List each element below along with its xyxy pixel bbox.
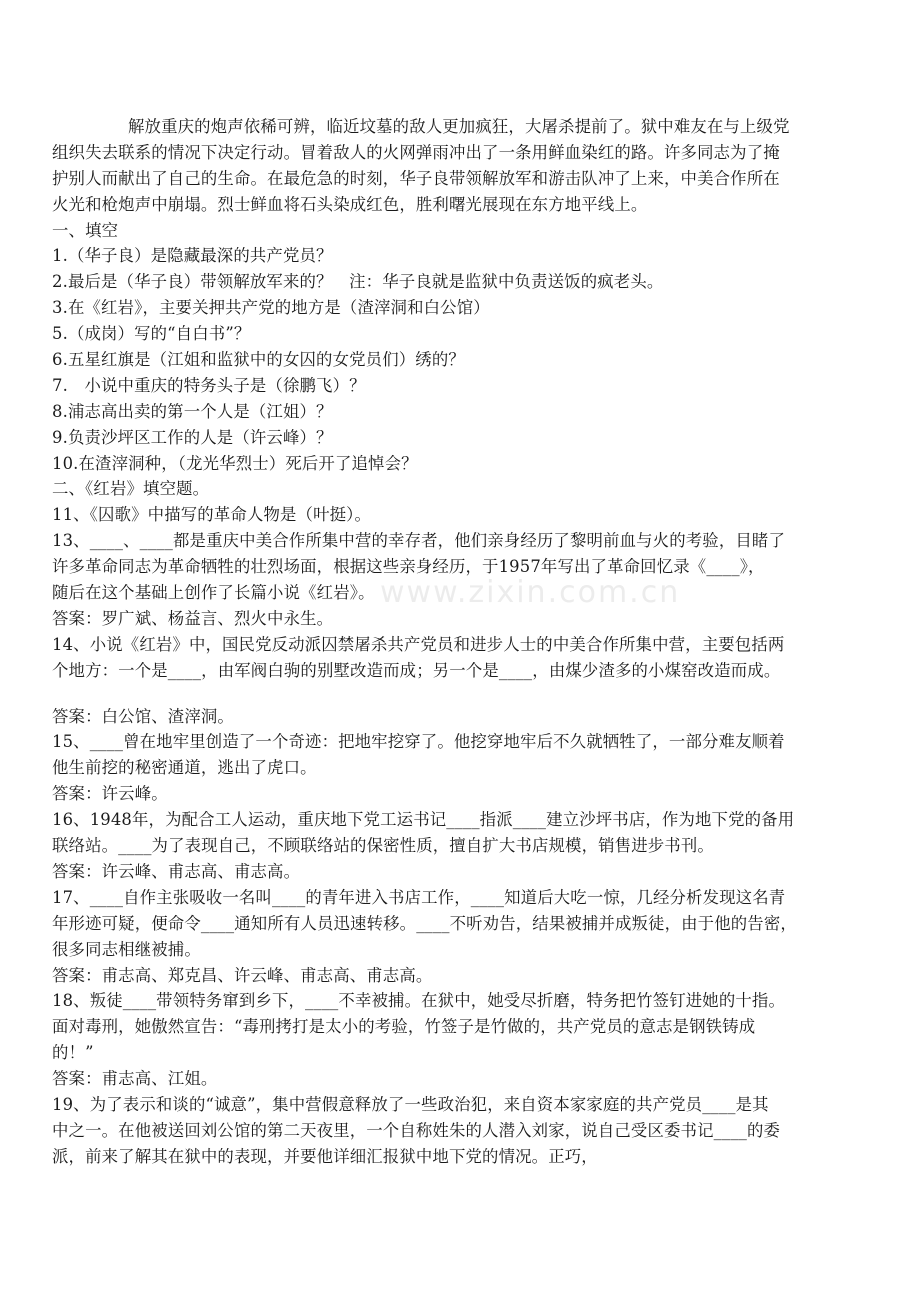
section-heading: 二、《红岩》填空题。	[52, 479, 210, 499]
question-line: 个地方：一个是____，由军阀白驹的别墅改造而成；另一个是____，由煤少渣多的小煤窑改造而成。	[52, 660, 781, 680]
intro-paragraph-line: 护别人而献出了自己的生命。在最危急的时刻，华子良带领解放军和游击队冲了上来，中美合作所在	[52, 168, 780, 188]
document-body	[52, 114, 870, 1170]
question-line: 9.负责沙坪区工作的人是（许云峰）？	[52, 427, 333, 447]
watermark: www.zixin.com.cn	[380, 575, 681, 610]
question-line: 16、1948年，为配合工人运动，重庆地下党工运书记____指派____建立沙坪书店，作为地下党的备用	[52, 810, 795, 830]
intro-paragraph-line: 组织失去联系的情况下决定行动。冒着敌人的火网弹雨冲出了一条用鲜血染红的路。许多同志为了掩	[52, 142, 780, 162]
answer-line: 答案：许云峰。	[52, 784, 168, 804]
question-line: 11、《囚歌》中描写的革命人物是（叶挺）。	[52, 505, 372, 525]
answer-line: 答案：许云峰、甫志高、甫志高。	[52, 861, 301, 881]
question-line: 5.（成岗）写的“自白书”？	[52, 324, 251, 344]
question-line: 1.（华子良）是隐藏最深的共产党员？	[52, 246, 333, 266]
question-line: 15、____曾在地牢里创造了一个奇迹：把地牢挖穿了。他挖穿地牢后不久就牺牲了，一部分难友顺着	[52, 732, 785, 752]
question-line: 随后在这个基础上创作了长篇小说《红岩》。	[52, 583, 375, 603]
question-line: 2.最后是（华子良）带领解放军来的？ 注：华子良就是监狱中负责送饭的疯老头。	[52, 272, 664, 292]
question-line: 3.在《红岩》，主要关押共产党的地方是（渣滓洞和白公馆）	[52, 298, 490, 318]
question-line: 许多革命同志为革命牺牲的壮烈场面，根据这些亲身经历，于1957年写出了革命回忆录《____》，	[52, 557, 765, 577]
answer-line: 答案：罗广斌、杨益言、烈火中永生。	[52, 608, 334, 628]
question-line: 他生前挖的秘密通道，逃出了虎口。	[52, 758, 317, 778]
question-line: 13、____、____都是重庆中美合作所集中营的幸存者，他们亲身经历了黎明前血与火的考验，目睹了	[52, 531, 786, 551]
answer-line: 答案：甫志高、郑克昌、许云峰、甫志高、甫志高。	[52, 965, 433, 985]
question-line: 面对毒刑，她傲然宣告：“毒刑拷打是太小的考验，竹签子是竹做的，共产党员的意志是钢铁铸成	[52, 1017, 756, 1037]
question-line: 中之一。在他被送回刘公馆的第二天夜里，一个自称姓朱的人潜入刘家，说自己受区委书记____的委	[52, 1120, 781, 1140]
question-line: 联络站。____为了表现自己，不顾联络站的保密性质，擅自扩大书店规模，销售进步书刊。	[52, 836, 714, 856]
blank-gap	[52, 684, 870, 704]
question-line: 7. 小说中重庆的特务头子是（徐鹏飞）？	[52, 375, 366, 395]
intro-paragraph-line: 火光和枪炮声中崩塌。烈士鲜血将石头染成红色，胜利曙光展现在东方地平线上。	[52, 194, 648, 214]
question-line: 17、____自作主张吸收一名叫____的青年进入书店工作，____知道后大吃一惊，几经分析发现这名青	[52, 887, 786, 907]
intro-paragraph-line: 解放重庆的炮声依稀可辨，临近坟墓的敌人更加疯狂，大屠杀提前了。狱中难友在与上级党	[128, 117, 790, 136]
question-line: 的！”	[52, 1043, 94, 1063]
question-line: 很多同志相继被捕。	[52, 939, 201, 959]
question-line: 派，前来了解其在狱中的表现，并要他详细汇报狱中地下党的情况。正巧，	[52, 1146, 598, 1166]
answer-line: 答案：白公馆、渣滓洞。	[52, 706, 234, 726]
question-line: 19、为了表示和谈的“诚意”，集中营假意释放了一些政治犯，来自资本家家庭的共产党员____是其	[52, 1094, 769, 1114]
question-line: 10.在渣滓洞种，（龙光华烈士）死后开了追悼会？	[52, 453, 418, 473]
question-line: 18、叛徒____带领特务窜到乡下，____不幸被捕。在狱中，她受尽折磨，特务把竹签钉进她的十指。	[52, 991, 786, 1011]
question-line: 8.浦志高出卖的第一个人是（江姐）？	[52, 401, 333, 421]
section-heading: 一、填空	[52, 220, 119, 240]
question-line: 6.五星红旗是（江姐和监狱中的女囚的女党员们）绣的？	[52, 350, 465, 370]
question-line: 年形迹可疑，便命令____通知所有人员迅速转移。____不听劝告，结果被捕并成叛徒，由于他的告密，	[52, 913, 797, 933]
answer-line: 答案：甫志高、江姐。	[52, 1069, 218, 1089]
question-line: 14、小说《红岩》中，国民党反动派囚禁屠杀共产党员和进步人士的中美合作所集中营，主要包括两	[52, 634, 785, 654]
